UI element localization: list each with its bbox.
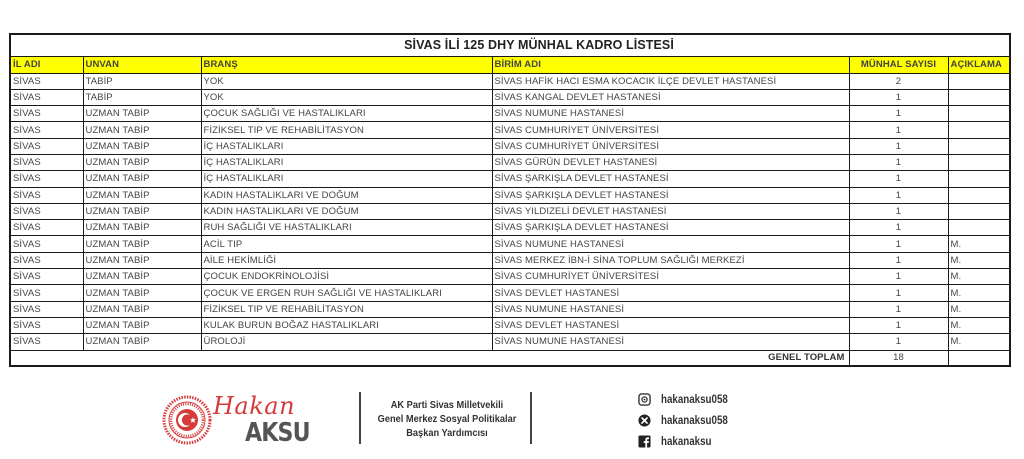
cell-birim: SİVAS NUMUNE HASTANESİ <box>492 334 849 350</box>
cell-aciklama <box>948 73 1010 89</box>
table-row <box>10 122 1010 138</box>
cell-birim: SİVAS DEVLET HASTANESİ <box>492 317 849 333</box>
cell-brans: YOK <box>201 73 492 89</box>
cell-aciklama: M. <box>948 301 1010 317</box>
cell-birim: SİVAS ŞARKIŞLA DEVLET HASTANESİ <box>492 220 849 236</box>
column-header-sayi: MÜNHAL SAYISI <box>849 56 948 73</box>
x-icon <box>638 414 651 427</box>
cell-birim: SİVAS NUMUNE HASTANESİ <box>492 301 849 317</box>
cell-sayi: 1 <box>849 334 948 350</box>
cell-unvan: UZMAN TABİP <box>83 236 201 252</box>
tbmm-emblem-icon <box>162 395 212 445</box>
cell-il: SİVAS <box>10 154 83 170</box>
cell-aciklama <box>948 122 1010 138</box>
table-row <box>10 285 1010 301</box>
cell-birim: SİVAS CUMHURİYET ÜNİVERSİTESİ <box>492 122 849 138</box>
column-header-birim: BİRİM ADI <box>492 56 849 73</box>
title-row <box>10 34 1010 56</box>
x-handle: hakanaksu058 <box>661 414 728 427</box>
cell-sayi: 1 <box>849 122 948 138</box>
table-row <box>10 171 1010 187</box>
cell-brans: ÇOCUK VE ERGEN RUH SAĞLIĞI VE HASTALIKLARI <box>201 285 492 301</box>
tagline-line: Başkan Yardımcısı <box>406 427 488 439</box>
cell-unvan: UZMAN TABİP <box>83 171 201 187</box>
cell-unvan: UZMAN TABİP <box>83 285 201 301</box>
cell-brans: ACİL TIP <box>201 236 492 252</box>
social-link-instagram[interactable] <box>638 389 740 410</box>
cell-sayi: 1 <box>849 89 948 105</box>
vacancy-table <box>9 33 1011 367</box>
cell-birim: SİVAS CUMHURİYET ÜNİVERSİTESİ <box>492 138 849 154</box>
total-value: 18 <box>849 350 948 366</box>
cell-birim: SİVAS KANGAL DEVLET HASTANESİ <box>492 89 849 105</box>
cell-brans: İÇ HASTALIKLARI <box>201 154 492 170</box>
column-header-unvan: UNVAN <box>83 56 201 73</box>
cell-il: SİVAS <box>10 301 83 317</box>
facebook-icon <box>638 435 651 448</box>
header-row <box>10 56 1010 73</box>
cell-unvan: UZMAN TABİP <box>83 269 201 285</box>
cell-birim: SİVAS ŞARKIŞLA DEVLET HASTANESİ <box>492 187 849 203</box>
cell-il: SİVAS <box>10 269 83 285</box>
cell-aciklama <box>948 203 1010 219</box>
cell-brans: İÇ HASTALIKLARI <box>201 138 492 154</box>
cell-il: SİVAS <box>10 89 83 105</box>
cell-il: SİVAS <box>10 220 83 236</box>
cell-aciklama: M. <box>948 236 1010 252</box>
logo-surname: AKSU <box>245 418 310 448</box>
cell-aciklama <box>948 138 1010 154</box>
cell-aciklama: M. <box>948 334 1010 350</box>
cell-il: SİVAS <box>10 334 83 350</box>
social-links <box>638 389 740 452</box>
divider-left <box>359 392 361 444</box>
cell-birim: SİVAS CUMHURİYET ÜNİVERSİTESİ <box>492 269 849 285</box>
tagline-line: AK Parti Sivas Milletvekili <box>390 399 504 411</box>
cell-il: SİVAS <box>10 122 83 138</box>
cell-unvan: UZMAN TABİP <box>83 106 201 122</box>
social-link-facebook[interactable] <box>638 431 740 452</box>
total-row <box>10 350 1010 366</box>
cell-unvan: UZMAN TABİP <box>83 138 201 154</box>
cell-birim: SİVAS ŞARKIŞLA DEVLET HASTANESİ <box>492 171 849 187</box>
table-row <box>10 138 1010 154</box>
cell-il: SİVAS <box>10 106 83 122</box>
cell-brans: KULAK BURUN BOĞAZ HASTALIKLARI <box>201 317 492 333</box>
cell-brans: İÇ HASTALIKLARI <box>201 171 492 187</box>
cell-aciklama <box>948 106 1010 122</box>
cell-birim: SİVAS GÜRÜN DEVLET HASTANESİ <box>492 154 849 170</box>
cell-birim: SİVAS HAFİK HACI ESMA KOCACIK İLÇE DEVLET HASTANESİ <box>492 73 849 89</box>
facebook-handle: hakanaksu <box>661 435 712 448</box>
cell-unvan: TABİP <box>83 89 201 105</box>
table-row <box>10 220 1010 236</box>
cell-sayi: 2 <box>849 73 948 89</box>
cell-aciklama <box>948 171 1010 187</box>
cell-il: SİVAS <box>10 252 83 268</box>
cell-brans: FİZİKSEL TIP VE REHABİLİTASYON <box>201 301 492 317</box>
table-row <box>10 269 1010 285</box>
cell-sayi: 1 <box>849 171 948 187</box>
cell-birim: SİVAS NUMUNE HASTANESİ <box>492 236 849 252</box>
cell-aciklama <box>948 89 1010 105</box>
table-row <box>10 252 1010 268</box>
cell-unvan: UZMAN TABİP <box>83 317 201 333</box>
column-header-brans: BRANŞ <box>201 56 492 73</box>
cell-il: SİVAS <box>10 236 83 252</box>
cell-sayi: 1 <box>849 285 948 301</box>
cell-sayi: 1 <box>849 236 948 252</box>
cell-sayi: 1 <box>849 252 948 268</box>
cell-sayi: 1 <box>849 106 948 122</box>
cell-aciklama: M. <box>948 317 1010 333</box>
cell-birim: SİVAS MERKEZ İBN-İ SİNA TOPLUM SAĞLIĞI MERKEZİ <box>492 252 849 268</box>
cell-brans: FİZİKSEL TIP VE REHABİLİTASYON <box>201 122 492 138</box>
column-header-aciklama: AÇIKLAMA <box>948 56 1010 73</box>
cell-unvan: UZMAN TABİP <box>83 220 201 236</box>
social-link-x[interactable] <box>638 410 740 431</box>
cell-aciklama: M. <box>948 269 1010 285</box>
cell-aciklama: M. <box>948 252 1010 268</box>
cell-birim: SİVAS NUMUNE HASTANESİ <box>492 106 849 122</box>
cell-brans: RUH SAĞLIĞI VE HASTALIKLARI <box>201 220 492 236</box>
cell-sayi: 1 <box>849 220 948 236</box>
total-empty-cell <box>948 350 1010 366</box>
cell-il: SİVAS <box>10 138 83 154</box>
cell-sayi: 1 <box>849 203 948 219</box>
tagline-line: Genel Merkez Sosyal Politikalar <box>377 413 517 425</box>
signature-footer <box>0 378 1024 459</box>
cell-il: SİVAS <box>10 187 83 203</box>
cell-aciklama <box>948 220 1010 236</box>
cell-unvan: UZMAN TABİP <box>83 203 201 219</box>
cell-il: SİVAS <box>10 285 83 301</box>
instagram-handle: hakanaksu058 <box>661 393 728 406</box>
cell-unvan: UZMAN TABİP <box>83 122 201 138</box>
cell-il: SİVAS <box>10 73 83 89</box>
table-row <box>10 89 1010 105</box>
cell-unvan: UZMAN TABİP <box>83 334 201 350</box>
cell-il: SİVAS <box>10 171 83 187</box>
table-row <box>10 203 1010 219</box>
total-label: GENEL TOPLAM <box>10 350 849 366</box>
column-header-il: İL ADI <box>10 56 83 73</box>
table-row <box>10 301 1010 317</box>
instagram-icon <box>638 393 651 406</box>
logo-script-name: Hakan <box>213 392 296 420</box>
cell-unvan: UZMAN TABİP <box>83 301 201 317</box>
cell-il: SİVAS <box>10 203 83 219</box>
cell-brans: YOK <box>201 89 492 105</box>
cell-brans: KADIN HASTALIKLARI VE DOĞUM <box>201 187 492 203</box>
cell-unvan: UZMAN TABİP <box>83 252 201 268</box>
cell-aciklama <box>948 154 1010 170</box>
table-row <box>10 73 1010 89</box>
cell-unvan: UZMAN TABİP <box>83 187 201 203</box>
cell-sayi: 1 <box>849 301 948 317</box>
cell-birim: SİVAS YILDIZELİ DEVLET HASTANESİ <box>492 203 849 219</box>
cell-birim: SİVAS DEVLET HASTANESİ <box>492 285 849 301</box>
cell-sayi: 1 <box>849 187 948 203</box>
table-row <box>10 187 1010 203</box>
table-row <box>10 154 1010 170</box>
cell-brans: ÜROLOJİ <box>201 334 492 350</box>
table-title: SİVAS İLİ 125 DHY MÜNHAL KADRO LİSTESİ <box>10 34 1010 56</box>
table-row <box>10 106 1010 122</box>
cell-brans: ÇOCUK SAĞLIĞI VE HASTALIKLARI <box>201 106 492 122</box>
cell-brans: AİLE HEKİMLİĞİ <box>201 252 492 268</box>
cell-aciklama: M. <box>948 285 1010 301</box>
table-row <box>10 334 1010 350</box>
cell-aciklama <box>948 187 1010 203</box>
cell-brans: ÇOCUK ENDOKRİNOLOJİSİ <box>201 269 492 285</box>
table-row <box>10 236 1010 252</box>
cell-sayi: 1 <box>849 269 948 285</box>
cell-sayi: 1 <box>849 154 948 170</box>
divider-right <box>530 392 532 444</box>
cell-brans: KADIN HASTALIKLARI VE DOĞUM <box>201 203 492 219</box>
cell-sayi: 1 <box>849 138 948 154</box>
table-row <box>10 317 1010 333</box>
tagline <box>372 398 522 440</box>
cell-sayi: 1 <box>849 317 948 333</box>
cell-il: SİVAS <box>10 317 83 333</box>
cell-unvan: TABİP <box>83 73 201 89</box>
cell-unvan: UZMAN TABİP <box>83 154 201 170</box>
